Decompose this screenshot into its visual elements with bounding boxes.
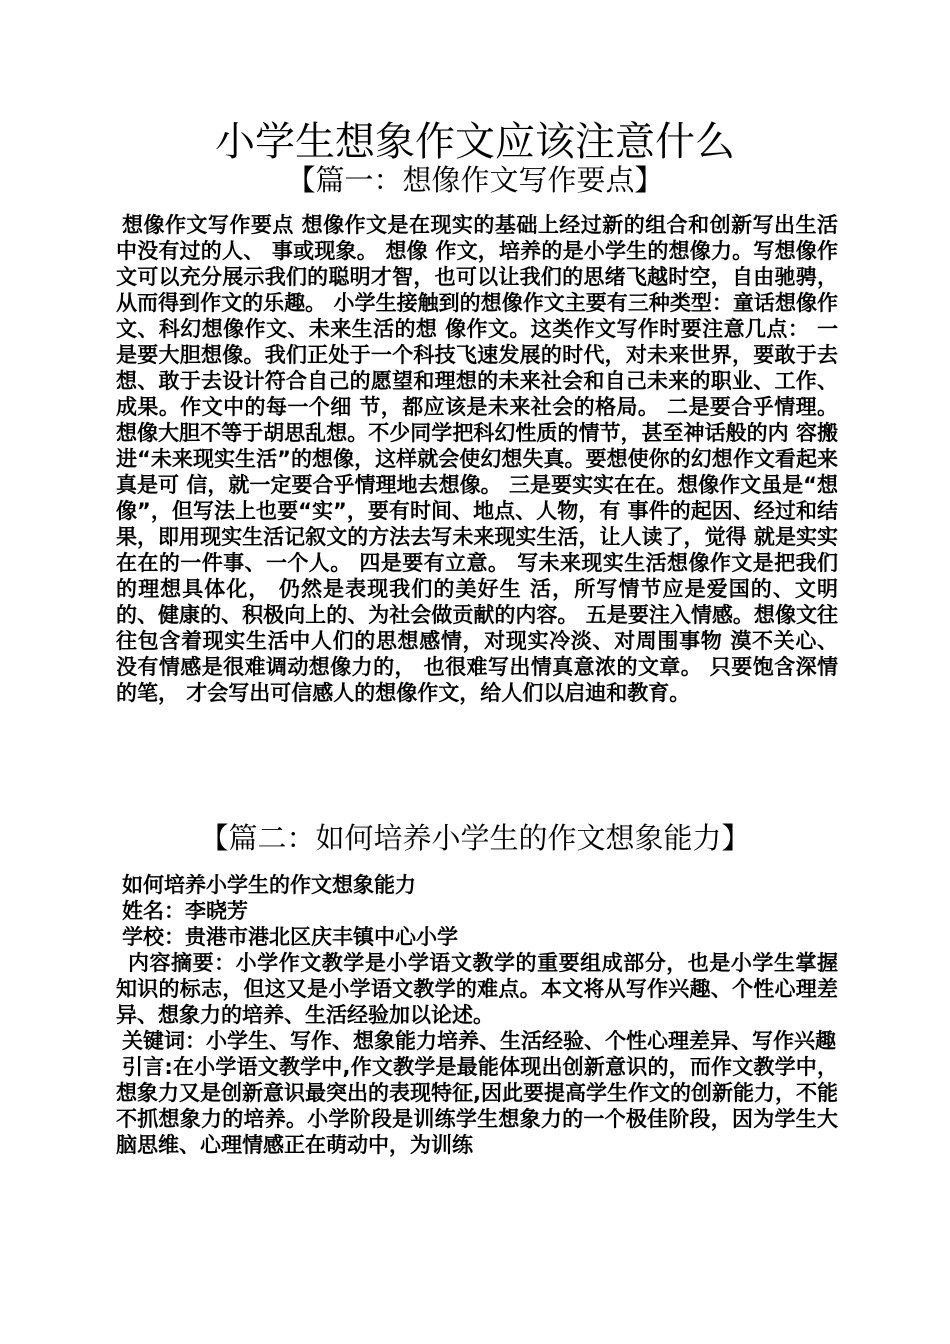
introduction-paragraph: 引言:在小学语文教学中,作文教学是最能体现出创新意识的，而作文教学中，想象力又是创新意识最突出的表现特征,因此要提高学生作文的创新能力，不能不抓想象力的培养。小学阶段是训练学生想象力的一个极佳阶段，因为学生大脑思维、心理情感正在萌动中，为训练	[116, 1055, 838, 1157]
section-1-body	[116, 212, 838, 706]
section-heading-1: 【篇一：想像作文写作要点】	[286, 163, 664, 197]
document-title: 小学生想象作文应该注意什么	[215, 119, 735, 165]
keywords-paragraph: 关键词：小学生、写作、想象能力培养、生活经验、个性心理差异、写作兴趣	[122, 1029, 836, 1053]
section-2-body	[116, 872, 838, 1158]
abstract-paragraph: 内容摘要：小学作文教学是小学语文教学的重要组成部分，也是小学生掌握知识的标志，但这又是小学语文教学的难点。本文将从写作兴趣、个性心理差异、想象力的培养、生活经验加以论述。	[116, 951, 838, 1027]
paper-title: 如何培养小学生的作文想象能力	[122, 873, 416, 897]
school-line: 学校：贵港市港北区庆丰镇中心小学	[122, 925, 458, 949]
section-heading-2: 【篇二：如何培养小学生的作文想象能力】	[199, 821, 751, 855]
section-1-paragraph: 想像作文写作要点 想像作文是在现实的基础上经过新的组合和创新写出生活中没有过的人、 事或现象。 想像 作文，培养的是小学生的想像力。写想像作文可以充分展示我们的聪明才智，也可以让我们的思绪飞越时空，自由驰骋，从而得到作文的乐趣。 小学生接触到的想像作文主要有三种类型：童话想像作文、科幻想像作文、未来生活的想 像作文。这类作文写作时要注意几点： 一是要大胆想像。我们正处于一个科技飞速发展的时代，对未来世界，要敢于去想、敢于去设计符合自己的愿望和理想的未来社会和自己未来的职业、工作、成果。作文中的每一个细 节，都应该是未来社会的格局。 二是要合乎情理。想像大胆不等于胡思乱想。不少同学把科幻性质的情节，甚至神话般的内 容搬进“未来现实生活”的想像，这样就会使幻想失真。要想使你的幻想作文看起来真是可 信，就一定要合乎情理地去想像。 三是要实实在在。想像作文虽是“想像”，但写法上也要“实”，要有时间、地点、人物，有 事件的起因、经过和结果，即用现实生活记叙文的方法去写未来现实生活，让人读了，觉得 就是实实在在的一件事、一个人。 四是要有立意。 写未来现实生活想像作文是把我们的理想具体化， 仍然是表现我们的美好生 活，所写情节应是爱国的、文明的、健康的、积极向上的、为社会做贡献的内容。 五是要注入情感。想像文往往包含着现实生活中人们的思想感情，对现实冷淡、对周围事物 漠不关心、 没有情感是很难调动想像力的， 也很难写出情真意浓的文章。 只要饱含深情的笔， 才会写出可信感人的想像作文，给人们以启迪和教育。	[116, 213, 838, 705]
author-line: 姓名：李晓芳	[122, 899, 248, 923]
